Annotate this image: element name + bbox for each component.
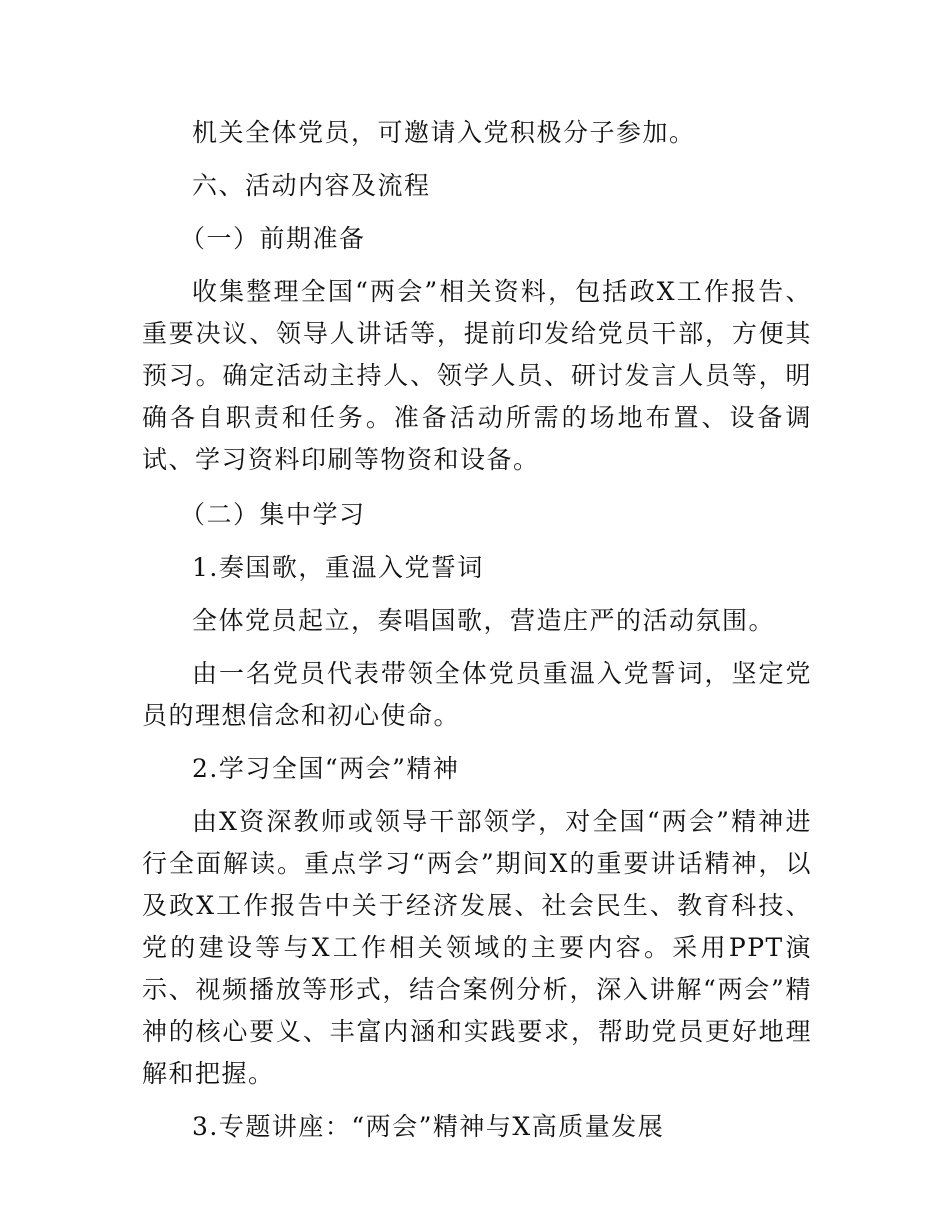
paragraph-anthem: 全体党员起立，奏唱国歌，营造庄严的活动氛围。 — [192, 606, 776, 635]
item-heading-lecture: 3.专题讲座：“两会”精神与X高质量发展 — [192, 1112, 665, 1141]
section-heading-activity-content: 六、活动内容及流程 — [192, 171, 431, 200]
item-heading-anthem-oath: 1.奏国歌，重温入党誓词 — [192, 553, 484, 582]
paragraph-participants: 机关全体党员，可邀请入党积极分子参加。 — [192, 118, 696, 147]
document-body — [142, 112, 812, 1148]
paragraph-study-spirit: 由X资深教师或领导干部领学，对全国“两会”精神进行全面解读。重点学习“两会”期间X的重要讲话精神，以及政X工作报告中关于经济发展、社会民生、教育科技、党的建设等与X工作相关领域的主要内容。采用PPT演示、视频播放等形式，结合案例分析，深入讲解“两会”精神的核心要义、丰富内涵和实践要求，帮助党员更好地理解和把握。 — [142, 807, 812, 1088]
paragraph-oath: 由一名党员代表带领全体党员重温入党誓词，坚定党员的理想信念和初心使命。 — [142, 659, 812, 730]
item-heading-study-spirit: 2.学习全国“两会”精神 — [192, 754, 460, 783]
subsection-heading-preparation: （一）前期准备 — [180, 224, 366, 253]
subsection-heading-centralized-study: （二）集中学习 — [180, 500, 366, 529]
paragraph-preparation: 收集整理全国“两会”相关资料，包括政X工作报告、重要决议、领导人讲话等，提前印发给党员干部，方便其预习。确定活动主持人、领学人员、研讨发言人员等，明确各自职责和任务。准备活动所需的场地布置、设备调试、学习资料印刷等物资和设备。 — [142, 277, 812, 474]
